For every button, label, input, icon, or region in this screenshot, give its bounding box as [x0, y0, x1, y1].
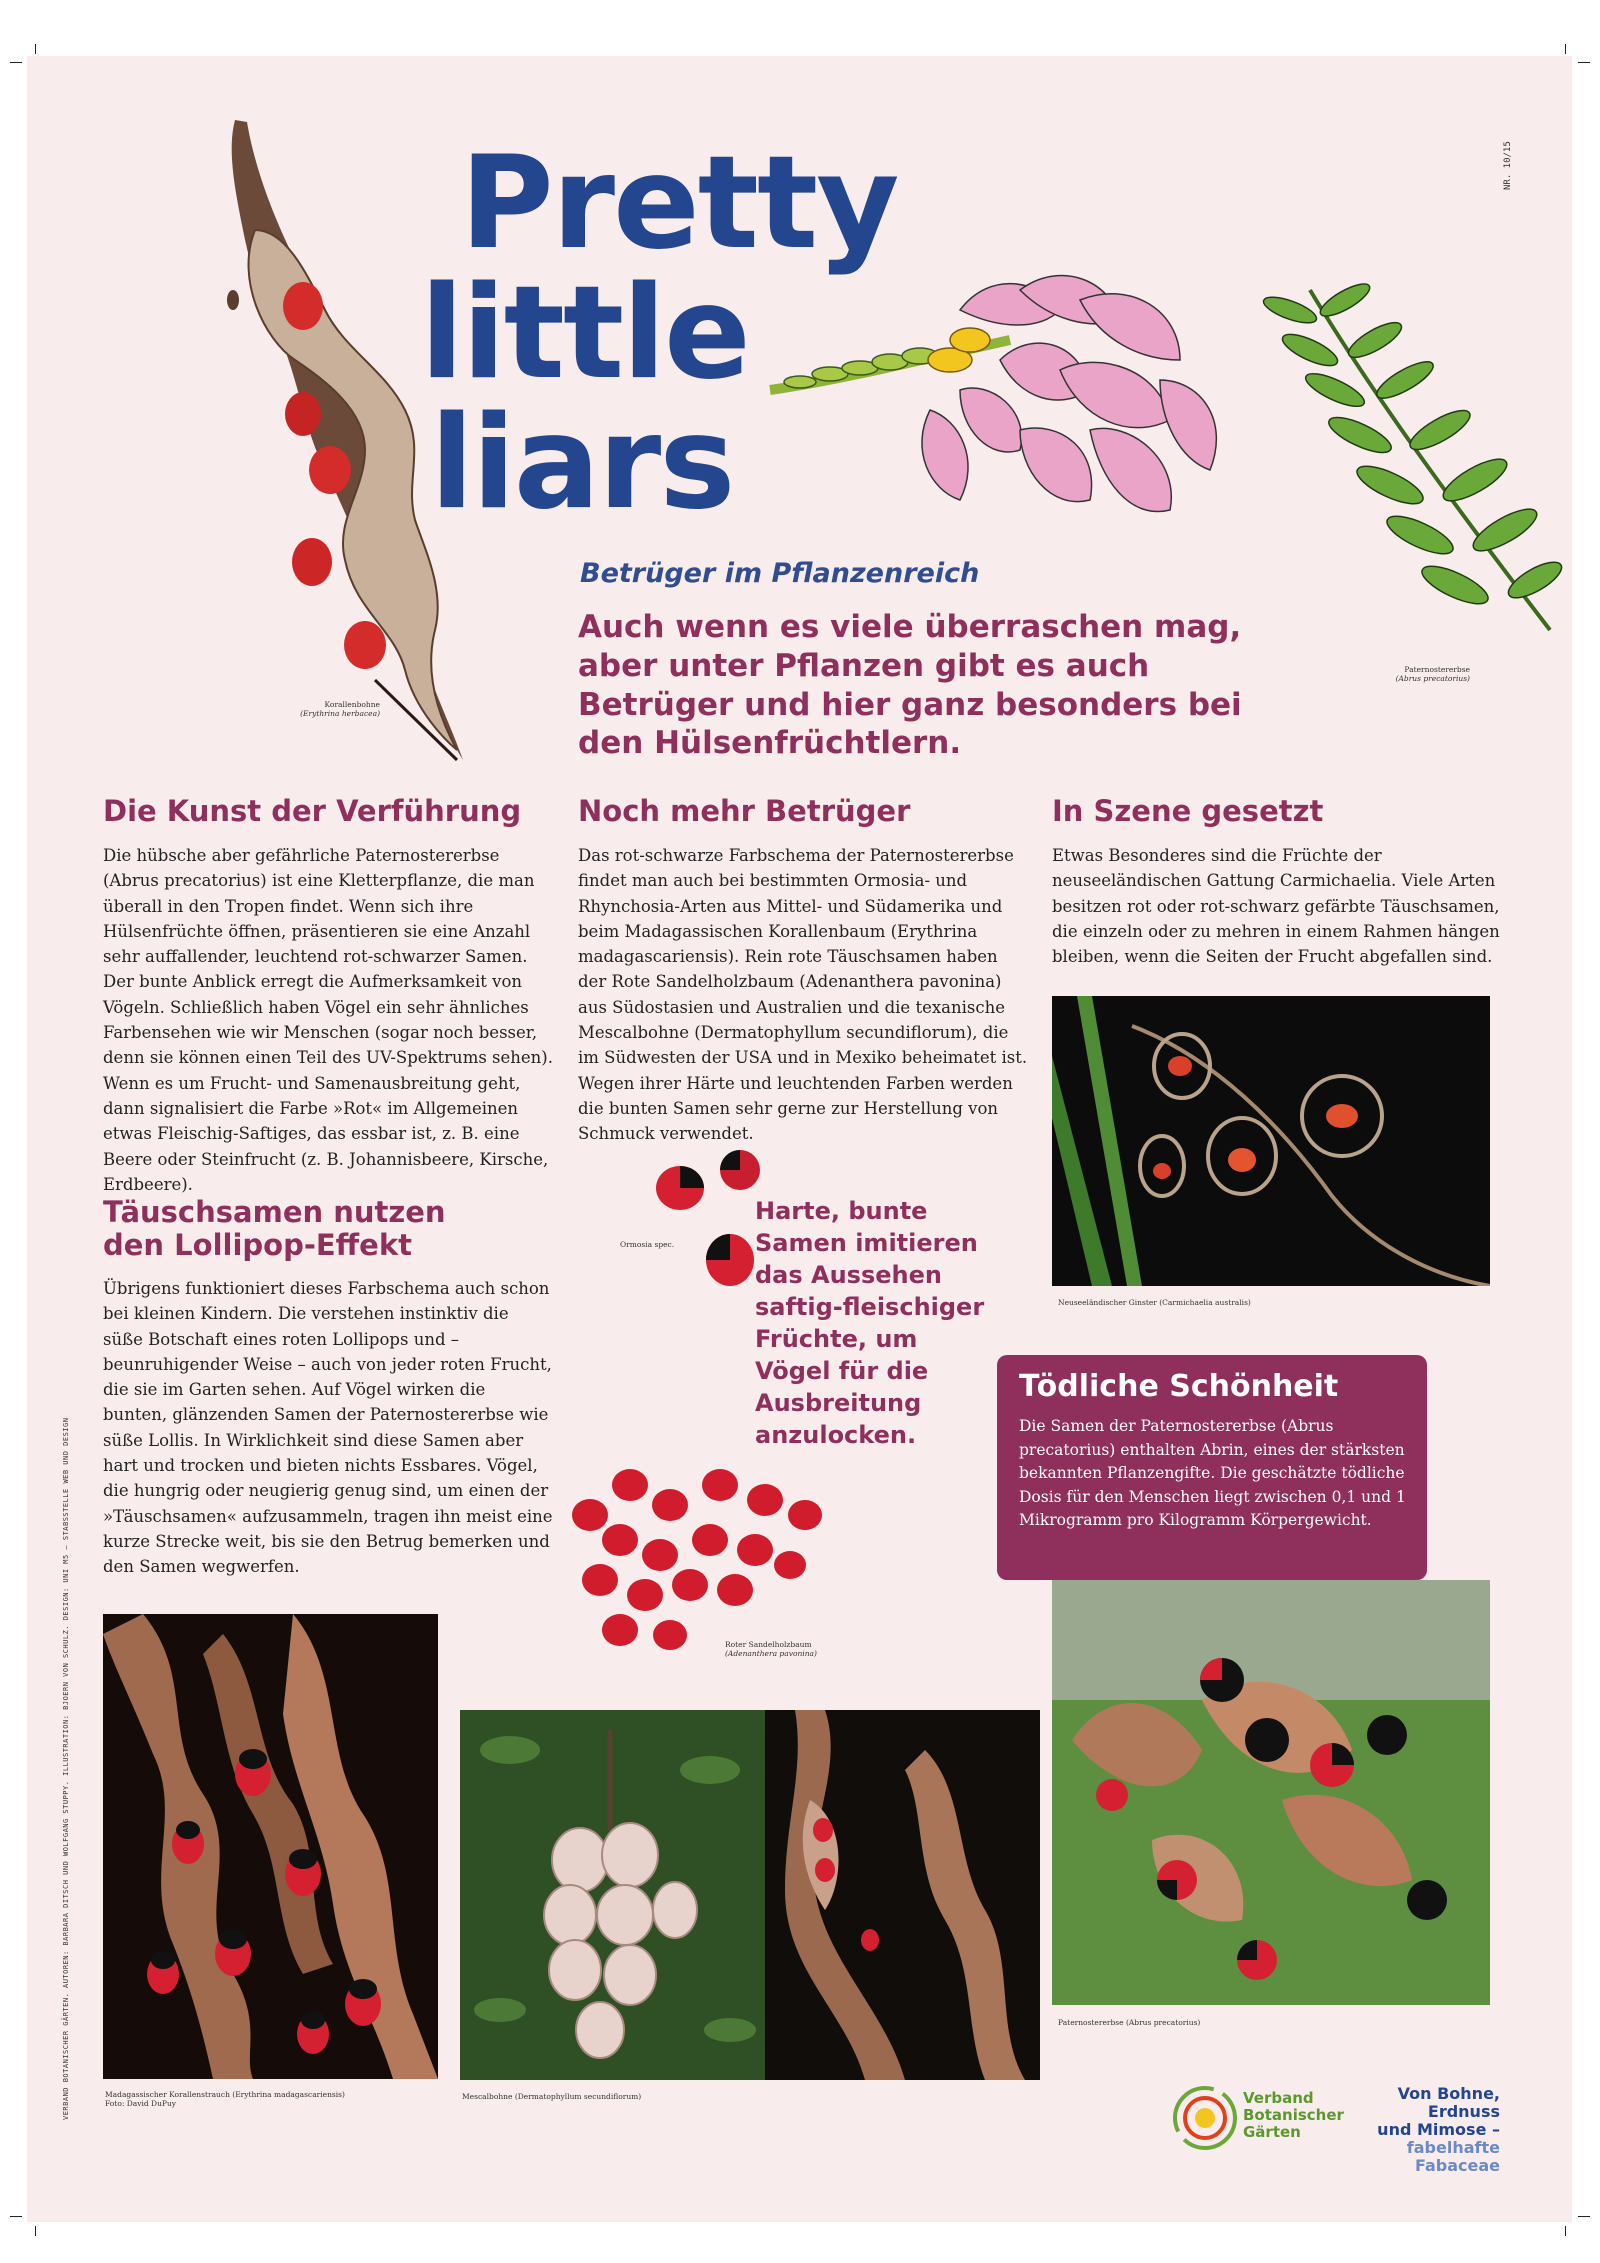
- title-line-3: liars: [430, 389, 734, 538]
- credits: VERBAND BOTANISCHER GÄRTEN. AUTOREN: BARBARA DITSCH UND WOLFGANG STUPPY. ILLUSTRATION: BJOERN VON SCHULZ. DESIGN: UNI M5 – STABSSTELLE WEB UND DESIGN: [62, 1417, 70, 2120]
- caption-paternostererbse-top: Paternostererbse (Abrus precatorius): [1395, 665, 1470, 683]
- caption-ginster: Neuseeländischer Ginster (Carmichaelia australis): [1058, 1298, 1251, 1307]
- caption-mescalbohne: Mescalbohne (Dermatophyllum secundiflorum): [462, 2092, 642, 2101]
- text-mehr: Das rot-schwarze Farbschema der Paternostererbse findet man auch bei bestimmten Ormosia- und Rhynchosia-Arten aus Mittel- und Südamerika und beim Madagassischen Korallenbaum (Erythrina madagascariensis). Rein rote Täuschsamen haben der Rote Sandelholzbaum (Adenanthera pavonina) aus Südostasien und Australien und die texanische Mescalbohne (Dermatophyllum secundiflorum), die im Südwesten der USA und in Mexiko beheimatet ist. Wegen ihrer Härte und leuchtenden Farben werden die bunten Samen sehr gerne zur Herstellung von Schmuck verwendet.: [578, 846, 1028, 1144]
- photo-madagassisch: [103, 1614, 438, 2079]
- crop-mark: [10, 2216, 22, 2217]
- heading-szene: In Szene gesetzt: [1052, 794, 1324, 828]
- crop-mark: [10, 62, 22, 63]
- title-line-2: little: [420, 259, 749, 408]
- heading-kunst: Die Kunst der Verführung: [103, 794, 522, 828]
- title-line-1: Pretty: [460, 129, 898, 278]
- text-lollipop: Übrigens funktioniert dieses Farbschema auch schon bei kleinen Kindern. Die verstehen instinktiv die süße Botschaft eines roten Lollipops und – beunruhigender Weise – auch von jeder roten Frucht, die sie im Garten sehen. Auf Vögel wirken die bunten, glänzenden Samen der Paternostererbse wie süße Lollis. In Wirklichkeit sind diese Samen aber hart und trocken und bieten nichts Essbares. Vögel, die hungrig oder neugierig genug sind, um einen der »Täuschsamen« aufzusammeln, tragen ihn meist eine kurze Strecke weit, bis sie den Betrug bemerken und den Samen wegwerfen.: [103, 1279, 553, 1577]
- crop-mark: [1565, 2226, 1566, 2236]
- photo-mescalbohne-right: [765, 1710, 1040, 2080]
- box-heading: Tödliche Schönheit: [1019, 1369, 1339, 1404]
- info-box-toedlich: [997, 1355, 1427, 1580]
- caption-sandelholz: Roter Sandelholzbaum (Adenanthera pavonina): [725, 1640, 817, 1658]
- subtitle: Betrüger im Pflanzenreich: [580, 558, 980, 589]
- heading-lollipop: Täuschsamen nutzen den Lollipop-Effekt: [103, 1195, 446, 1263]
- caption-ormosia: Ormosia spec.: [620, 1240, 675, 1249]
- box-text: Die Samen der Paternostererbse (Abrus precatorius) enthalten Abrin, eines der stärksten bekannten Pflanzengifte. Die geschätzte tödliche Dosis für den Menschen liegt zwischen 0,1 und 1 Mikrogramm pro Kilogramm Körpergewicht.: [1019, 1417, 1406, 1529]
- caption-madagassisch: Madagassischer Korallenstrauch (Erythrina madagascariensis) Foto: David DuPuy: [105, 2090, 345, 2108]
- photo-carmichaelia: [1052, 996, 1490, 1286]
- crop-mark: [35, 2226, 36, 2236]
- crop-mark: [1578, 2216, 1590, 2217]
- crop-mark: [35, 44, 36, 54]
- lead-text: Auch wenn es viele überraschen mag, aber unter Pflanzen gibt es auch Betrüger und hier ganz besonders bei den Hülsenfrüchtlern.: [578, 609, 1242, 762]
- crop-mark: [1578, 62, 1590, 63]
- abrus-flower-illustration: [760, 270, 1230, 570]
- verband-logo-text: Verband Botanischer Gärten: [1243, 2089, 1344, 2141]
- pull-quote: Harte, bunte Samen imitieren das Aussehen saftig-fleischiger Früchte, um Vögel für die Ausbreitung anzulocken.: [755, 1197, 985, 1449]
- photo-mescalbohne-left: [460, 1710, 765, 2080]
- crop-mark: [1565, 44, 1566, 54]
- text-szene: Etwas Besonderes sind die Früchte der neuseeländischen Gattung Carmichaelia. Viele Arten besitzen rot oder rot-schwarz gefärbte Täuschsamen, die einzeln oder zu mehren in einem Rahmen hängen bleiben, wenn die Seiten der Frucht abgefallen sind.: [1052, 846, 1500, 967]
- red-sandalwood-seeds-image: [560, 1455, 830, 1655]
- photo-paternostererbse: [1052, 1580, 1490, 2005]
- verband-logo-icon: [1172, 2085, 1238, 2151]
- caption-korallenbohne: Korallenbohne (Erythrina herbacea): [300, 700, 380, 718]
- abrus-leaf-illustration: [1250, 270, 1570, 650]
- series-title: Von Bohne, Erdnuss und Mimose – fabelhafte Fabaceae: [1377, 2084, 1500, 2175]
- page-number: NR. 10/15: [1503, 141, 1513, 190]
- text-kunst: Die hübsche aber gefährliche Paternostererbse (Abrus precatorius) ist eine Kletterpflanze, die man überall in den Tropen findet. Wenn sich ihre Hülsenfrüchte öffnen, präsentieren sie eine Anzahl sehr auffallender, leuchtend rot-schwarzer Samen. Der bunte Anblick erregt die Aufmerksamkeit von Vögeln. Schließlich haben Vögel ein sehr ähnliches Farbensehen wie wir Menschen (sogar noch besser, denn sie können einen Teil des UV-Spektrums sehen). Wenn es um Frucht- und Samenausbreitung geht, dann signalisiert die Farbe »Rot« im Allgemeinen etwas Fleischig-Saftiges, das essbar ist, z. B. eine Beere oder Steinfrucht (z. B. Johannisbeere, Kirsche, Erdbeere).: [103, 846, 553, 1194]
- caption-paternostererbse-bottom: Paternostererbse (Abrus precatorius): [1058, 2018, 1201, 2027]
- heading-mehr: Noch mehr Betrüger: [578, 794, 911, 828]
